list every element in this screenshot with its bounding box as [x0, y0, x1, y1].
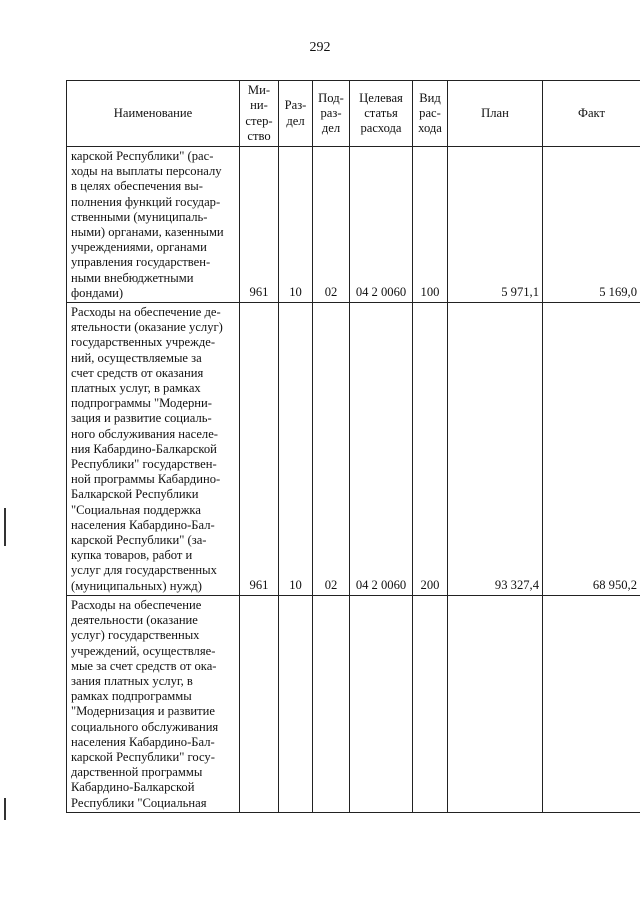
- row-subsection: 02: [313, 303, 350, 596]
- row-section: 10: [279, 147, 313, 303]
- row-expense-kind: 200: [413, 303, 448, 596]
- row-ministry: 961: [240, 147, 279, 303]
- table-row: [67, 303, 640, 596]
- scan-margin-mark: [4, 508, 6, 546]
- row-section: [279, 595, 313, 812]
- header-name: Наименование: [67, 81, 240, 147]
- page-number: 292: [309, 40, 331, 55]
- row-ministry: [240, 595, 279, 812]
- row-subsection: 02: [313, 147, 350, 303]
- row-plan: [448, 595, 543, 812]
- row-fact: [543, 595, 640, 812]
- header-section: Раз- дел: [279, 81, 313, 147]
- row-expense-kind: 100: [413, 147, 448, 303]
- row-plan: 93 327,4: [448, 303, 543, 596]
- table-row: [67, 147, 640, 303]
- scan-margin-mark: [4, 798, 6, 820]
- budget-table: [66, 80, 640, 813]
- header-ministry: Ми- ни- стер- ство: [240, 81, 279, 147]
- header-expense-kind: Вид рас- хода: [413, 81, 448, 147]
- row-name: Расходы на обеспечение деятельности (оказание услуг) государственных учреждений, осуществляе- мые за счет средств от ока- зания платных услуг, в рамках подпрограммы "Модернизация и развитие социального обслуживания населения Кабардино-Бал- карской Республики" госу- дарственной программы Кабардино-Балкарской Республики "Социальная: [67, 595, 240, 812]
- header-target-article: Целевая статья расхода: [350, 81, 413, 147]
- row-fact: 68 950,2: [543, 303, 640, 596]
- row-name: Расходы на обеспечение де- ятельности (оказание услуг) государственных учрежде- ний, осуществляемые за счет средств от оказания платных услуг, в рамках подпрограммы "Модерни- зация и развитие социаль- ного обслуживания населе- ния Кабардино-Балкарской Республики" государствен- ной программы Кабардино- Балкарской Республики "Социальная поддержка населения Кабардино-Бал- карской Республики" (за- купка товаров, работ и услуг для государственных (муниципальных) нужд): [67, 303, 240, 596]
- header-subsection: Под- раз- дел: [313, 81, 350, 147]
- row-target-article: 04 2 0060: [350, 303, 413, 596]
- table-row: [67, 595, 640, 812]
- row-target-article: 04 2 0060: [350, 147, 413, 303]
- row-section: 10: [279, 303, 313, 596]
- row-target-article: [350, 595, 413, 812]
- row-subsection: [313, 595, 350, 812]
- row-name: карской Республики" (рас- ходы на выплаты персоналу в целях обеспечения вы- полнения функций государ- ственными (муниципаль- ными) органами, казенными учреждениями, органами управления государствен- ными внебюджетными фондами): [67, 147, 240, 303]
- row-plan: 5 971,1: [448, 147, 543, 303]
- row-expense-kind: [413, 595, 448, 812]
- table-header-row: [67, 81, 640, 147]
- row-fact: 5 169,0: [543, 147, 640, 303]
- header-plan: План: [448, 81, 543, 147]
- row-ministry: 961: [240, 303, 279, 596]
- header-fact: Факт: [543, 81, 640, 147]
